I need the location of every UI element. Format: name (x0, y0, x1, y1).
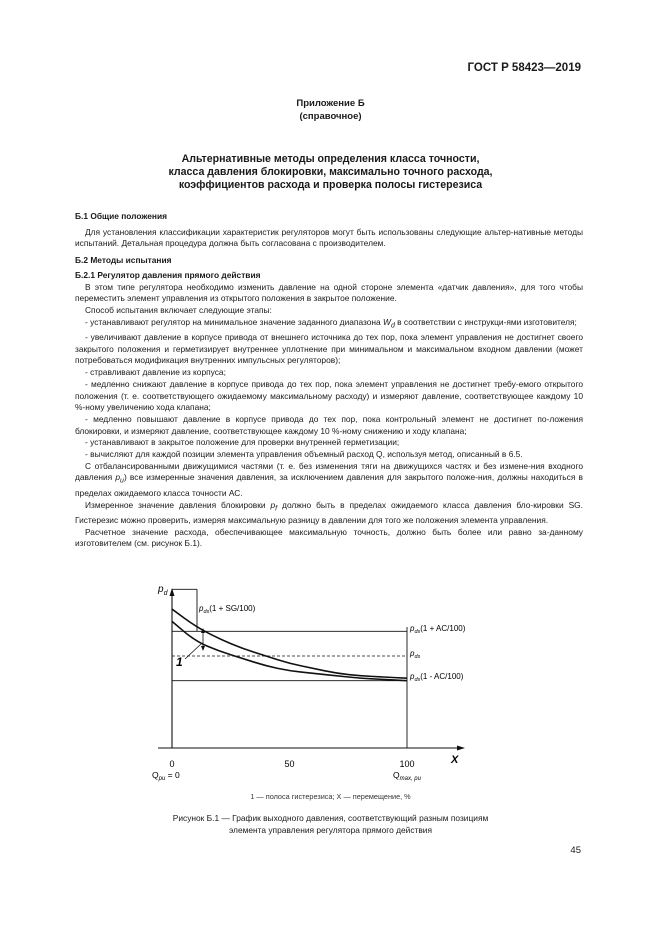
q-left-label: $Q_{pu} = 0$ (152, 770, 180, 782)
band-arrow-bottom (201, 646, 205, 651)
caption-line-1: Рисунок Б.1 — График выходного давления, соответствующий разным позициям (172, 813, 489, 823)
label-sg-line: $p_{ds}(1 + SG/100)$ (199, 604, 256, 615)
x-axis-label: X (451, 754, 459, 766)
page-number: 45 (570, 845, 581, 856)
section-heading-b2: Б.2 Методы испытания (75, 255, 172, 266)
label-ac-lower: $p_{ds}(1 - AC/100)$ (410, 672, 464, 683)
title-line-1: Альтернативные методы определения класса точности, (181, 153, 480, 165)
paragraph: С отбалансированными движущимися частями (т. е. без изменения тяги на движущихся частях и без измене-ния входного давления $p_u$) все измеренные значения давления, за исключением давления для закрытого положе-ния, должны находиться в пределах ожидаемого класса точности АС. (75, 460, 583, 498)
band-label: 1 (176, 655, 183, 669)
subsection-heading-b21: Б.2.1 Регулятор давления прямого действия (75, 269, 261, 280)
list-item: - медленно снижают давление в корпусе привода до тех пор, пока элемент управления не достигнет требу-емого открытого положения (т. е. соответствующего ожидаемому максимальному расходу) и измеряют давление, соответствующее каждому 10 %-ному увеличению хода клапана; (75, 378, 583, 413)
figure-legend: 1 — полоса гистерезиса; X — перемещение, % (250, 792, 411, 801)
figure-caption (0, 813, 661, 836)
paragraph: В этом типе регулятора необходимо изменить давление на одной стороне элемента «датчик давления», для того чтобы переместить элемент управления из открытого положения в закрытое положение. (75, 281, 583, 304)
curve-upper (172, 609, 407, 678)
list-item: - стравливают давление из корпуса; (85, 367, 226, 378)
title-line-3: коэффициентов расхода и проверка полосы гистерезиса (178, 179, 483, 191)
band-leader (185, 644, 201, 659)
label-ac-upper: $p_{ds}(1 + AC/100)$ (410, 624, 466, 635)
section-title (0, 153, 661, 192)
body-text (75, 211, 583, 550)
x-tick-label: 50 (284, 759, 295, 769)
curve-lower (172, 621, 407, 680)
figure-chart (0, 572, 661, 790)
y-axis-label: $p_d$ (158, 584, 168, 597)
paragraph: Измеренное значение давления блокировки $p_f$ должно быть в пределах ожидаемого класса давления бло-кировки SG. Гистерезис можно проверить, измеряя максимальную разницу в давлении для того же положения элемента управления. (75, 499, 584, 525)
document-header: ГОСТ Р 58423—2019 (467, 62, 581, 74)
q-right-label: $Q_{max, pu}$ (393, 770, 421, 782)
x-tick-label: 100 (399, 759, 415, 769)
list-item: - устанавливают регулятор на минимальное значение заданного диапазона $W_d$ в соответствии с инструкци-ями изготовителя; (85, 316, 577, 330)
x-tick-label: 0 (169, 759, 175, 769)
appendix-type: (справочное) (299, 111, 362, 122)
paragraph: Для установления классификации характеристик регуляторов могут быть использованы следующие альтер-нативные методы испытаний. Детальная процедура должна быть согласована с производителем. (75, 226, 583, 249)
list-item: - вычисляют для каждой позиции элемента управления объемный расход Q, используя метод, описанный в 6.5. (85, 449, 523, 460)
x-axis-arrow (457, 746, 465, 751)
caption-line-2: элемента управления регулятора прямого действия (228, 824, 433, 835)
label-pds: $p_{ds}$ (410, 649, 421, 660)
list-item: - увеличивают давление в корпусе привода от внешнего источника до тех пор, пока элемент управления не достигнет своего закрытого положения и герметизирует внутреннее уплотнение при минимальном и максимальном входном давлении (может потребоваться модификация внутренних импульсных регуляторов); (75, 332, 583, 366)
list-item: - медленно повышают давление в корпусе привода до тех пор, пока контрольный элемент не достигнет по-ложения блокировки, и измеряют давление, соответствующее каждому 10 %-ному снижению и ходу клапана; (75, 413, 583, 436)
title-line-2: класса давления блокировки, максимально точного расхода, (168, 166, 493, 178)
appendix-heading (0, 97, 661, 123)
paragraph: Расчетное значение расхода, обеспечивающее максимальную точность, должно быть более или равно за-данному изготовителем (см. рисунок Б.1). (75, 526, 583, 549)
list-item: - устанавливают в закрытое положение для проверки внутренней герметизации; (85, 437, 400, 448)
section-heading-b1: Б.1 Общие положения (75, 211, 167, 221)
appendix-title: Приложение Б (296, 98, 365, 109)
paragraph: Способ испытания включает следующие этапы: (85, 304, 272, 315)
